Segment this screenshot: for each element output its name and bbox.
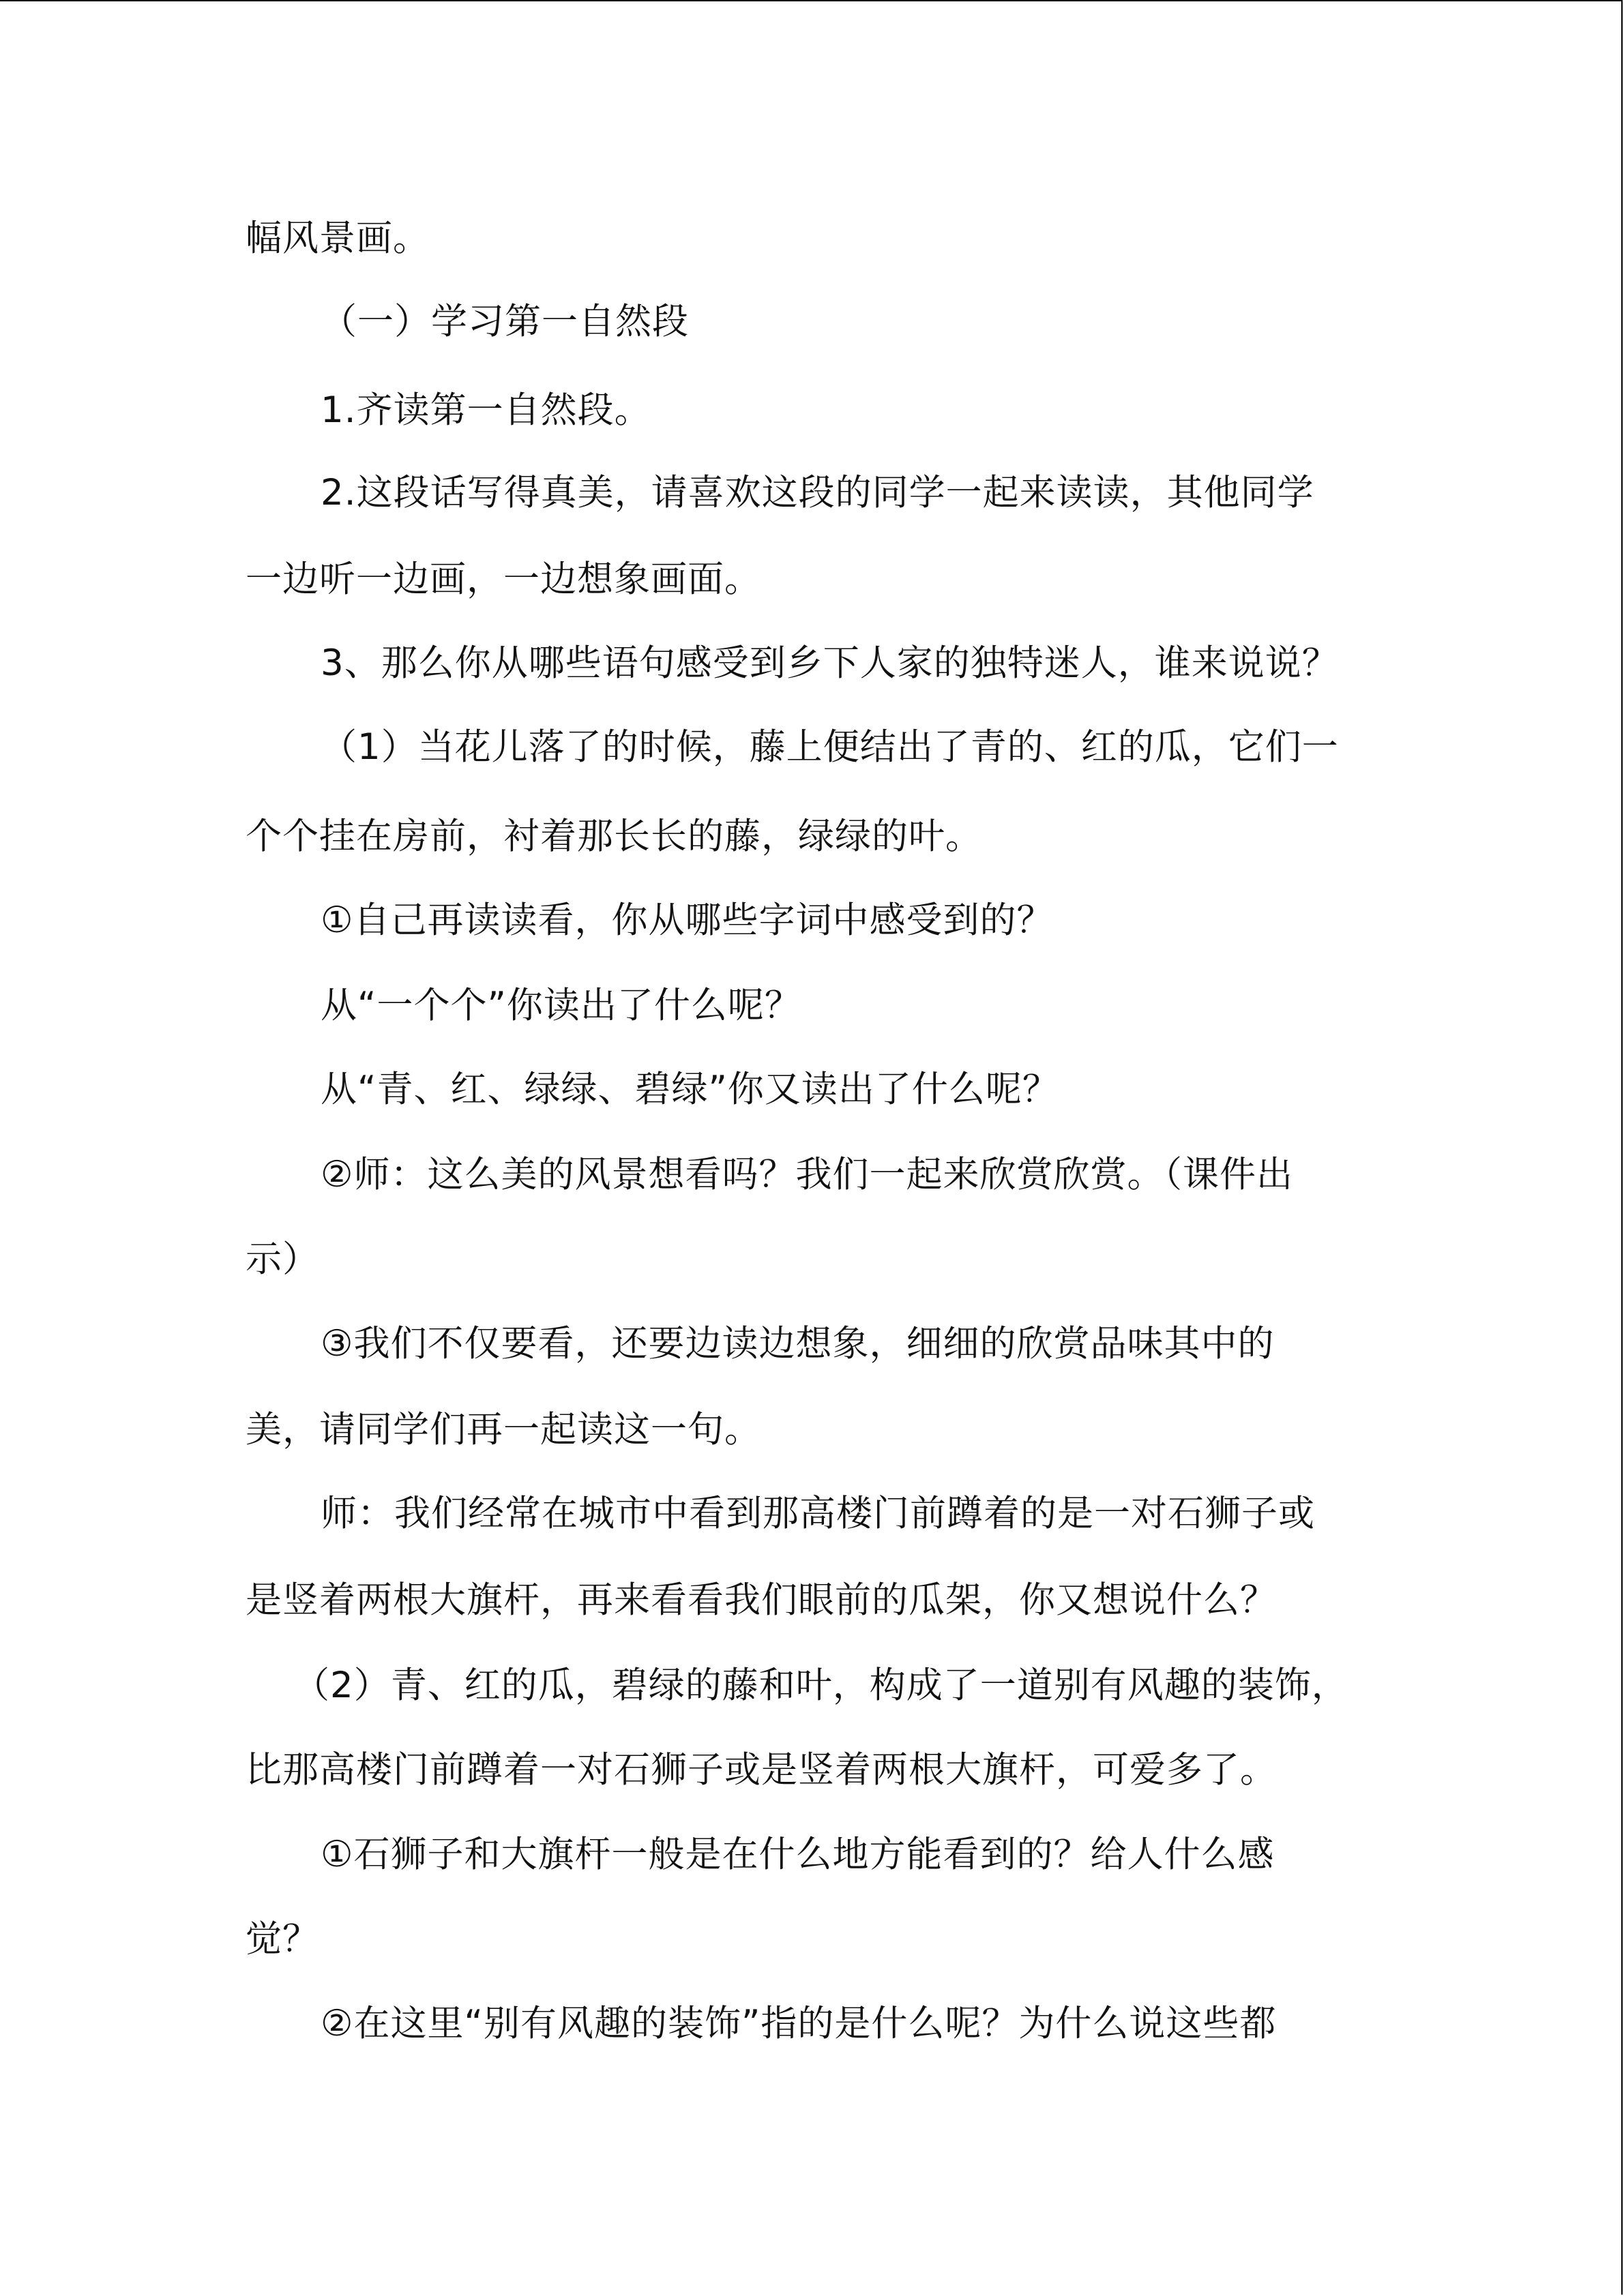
text-line: 3、那么你从哪些语句感受到乡下人家的独特迷人，谁来说说？ [321,642,1339,684]
text-line: 2.这段话写得真美，请喜欢这段的同学一起来读读，其他同学 [321,472,1314,513]
text-line: 觉？ [246,1918,319,1960]
text-line: 美，请同学们再一起读这一句。 [246,1409,761,1450]
section-heading: （一）学习第一自然段 [321,301,689,342]
text-line: ②师：这么美的风景想看吗？我们一起来欣赏欣赏。（课件出 [321,1154,1294,1195]
text-line: 1.齐读第一自然段。 [321,389,651,431]
text-line: 比那高楼门前蹲着一对石狮子或是竖着两根大旗杆，可爱多了。 [246,1749,1277,1791]
text-line: 个个挂在房前，衬着那长长的藤，绿绿的叶。 [246,816,982,857]
text-line: （2）青、红的瓜，碧绿的藤和叶，构成了一道别有风趣的装饰， [293,1665,1348,1706]
text-line: 一边听一边画，一边想象画面。 [246,558,761,600]
text-line: ③我们不仅要看，还要边读边想象，细细的欣赏品味其中的 [321,1323,1275,1365]
text-line: 幅风景画。 [246,218,430,259]
text-line: 从“青、红、绿绿、碧绿”你又读出了什么呢？ [321,1069,1059,1110]
text-line: 示） [246,1238,319,1280]
text-line: 从“一个个”你读出了什么呢？ [321,985,801,1026]
text-line: ①自己再读读看，你从哪些字词中感受到的？ [321,899,1054,941]
text-line: ②在这里“别有风趣的装饰”指的是什么呢？为什么说这些都 [321,2003,1277,2044]
text-line: 师：我们经常在城市中看到那高楼门前蹲着的是一对石狮子或 [321,1493,1315,1534]
text-line: ①石狮子和大旗杆一般是在什么地方能看到的？给人什么感 [321,1834,1275,1875]
text-line: （1）当花儿落了的时候，藤上便结出了青的、红的瓜，它们一 [321,726,1339,768]
text-line: 是竖着两根大旗杆，再来看看我们眼前的瓜架，你又想说什么？ [246,1579,1277,1621]
